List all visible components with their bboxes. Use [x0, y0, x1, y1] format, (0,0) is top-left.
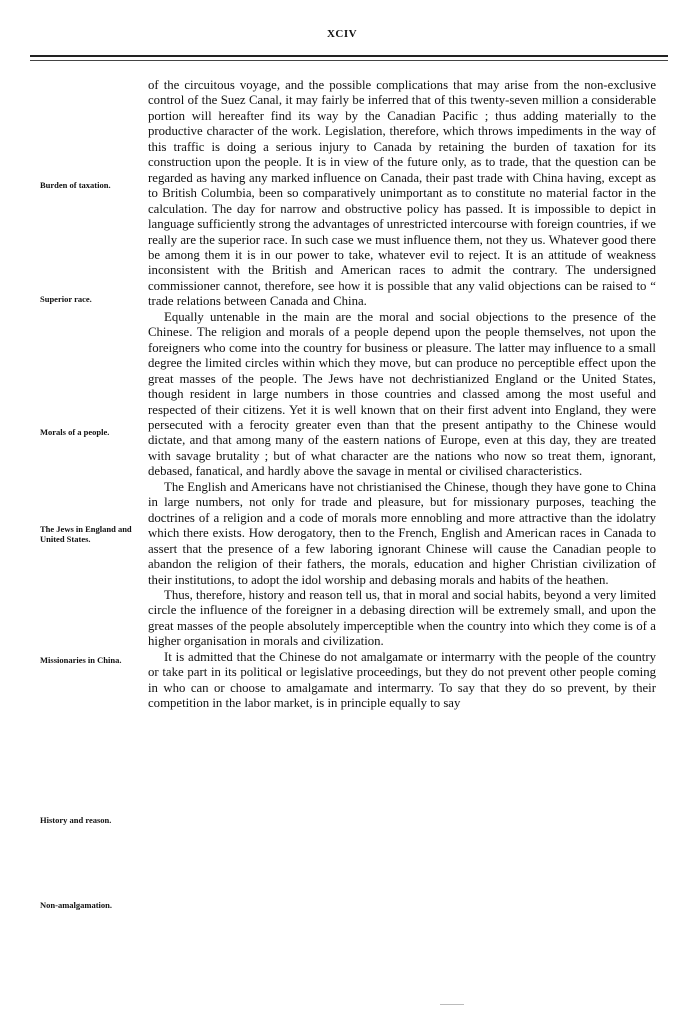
header-rule — [30, 55, 668, 57]
margin-note-jews-in-england: The Jews in England and United States. — [40, 524, 132, 544]
margin-note-history-and-reason: History and reason. — [40, 815, 112, 825]
paragraph-1: of the circuitous voyage, and the possible complications that may arise from the non-exclusive control of the Suez Canal, it may fairly be inferred that of this twenty-seven million a considerable portion will hereafter find its way by the Canadian Pacific ; thus adding materially to the productive character of the work. Legislation, therefore, which throws impediments in the way of this traffic is doing a serious injury to Canada by retaining the burden of taxation for its construction upon the people. It is in view of the future only, as to trade, that the question can be regarded as having any marked influence on Canada, their past trade with China having, except as to British Columbia, been so comparatively unimportant as to constitute no material factor in the calculation. The day for narrow and obstructive policy has passed. It is impossible to depict in language sufficiently strong the advantages of unrestricted intercourse with foreign countries, if we really are the superior race. In such case we must influence them, not they us. Whatever good there be among them it is in our power to take, whatever evil to reject. It is an attitude of weakness inconsistent with the British and American races to admit the contrary. The undersigned commissioner cannot, therefore, see how it is possible that any valid objections can be raised to “ trade relations between Canada and China. — [148, 78, 656, 309]
margin-note-superior-race: Superior race. — [40, 294, 92, 304]
paragraph-4: Thus, therefore, history and reason tell us, that in moral and social habits, beyond a very limited circle the influence of the foreigner in a debasing direction will be extremely small, and upon the great masses of the people absolutely imperceptible when the country into which they come is of a higher organisation in morals and civilization. — [148, 587, 656, 649]
paragraph-5: It is admitted that the Chinese do not amalgamate or intermarry with the people of the country or take part in its political or legislative proceedings, but they do not prevent other people coming in who can or choose to amalgamate and intermarry. To say that they do so prevent, by their competition in the labor market, is in principle equally to say — [148, 649, 656, 711]
body-text — [148, 78, 656, 712]
footer-mark — [440, 1004, 464, 1005]
margin-note-missionaries-in-china: Missionaries in China. — [40, 655, 122, 665]
margin-note-burden-of-taxation: Burden of taxation. — [40, 180, 111, 190]
paragraph-3: The English and Americans have not christianised the Chinese, though they have gone to China in large numbers, not only for trade and pleasure, but for missionary purposes, teaching the doctrines of a religion and a code of morals more ennobling and more attractive than the idolatry which there exists. How derogatory, then to the French, English and American races in Canada to assert that the presence of a few laboring ignorant Chinese will cause the Canadian people to abandon the religion of their fathers, the morals, education and higher Christian civilization of their institutions, to adopt the idol worship and debasing morals and habits of the heathen. — [148, 479, 656, 587]
paragraph-2: Equally untenable in the main are the moral and social objections to the presence of the Chinese. The religion and morals of a people depend upon the people themselves, not upon the foreigners who come into the country for business or pleasure. The latter may influence to a small degree the limited circles within which they move, but can produce no perceptible effect upon the great masses of the people. The Jews have not dechristianized England or the United States, though resident in large numbers in those countries and classed among the most useful and respected of their citizens. Yet it is well known that on their first advent into England, they were persecuted with a ferocity greater even than that the present antipathy to the Chinese would dictate, and that among many of the eastern nations of Europe, even at this day, they are treated with savage brutality ; but of what character are the nations who now so treat them, ignorant, debased, fanatical, and hardly above the savage in mental or civilised characteristics. — [148, 309, 656, 479]
page-number: XCIV — [326, 28, 358, 40]
margin-note-non-amalgamation: Non-amalgamation. — [40, 900, 113, 910]
header-rule-thin — [30, 60, 668, 61]
margin-note-morals-of-a-people: Morals of a people. — [40, 427, 110, 437]
